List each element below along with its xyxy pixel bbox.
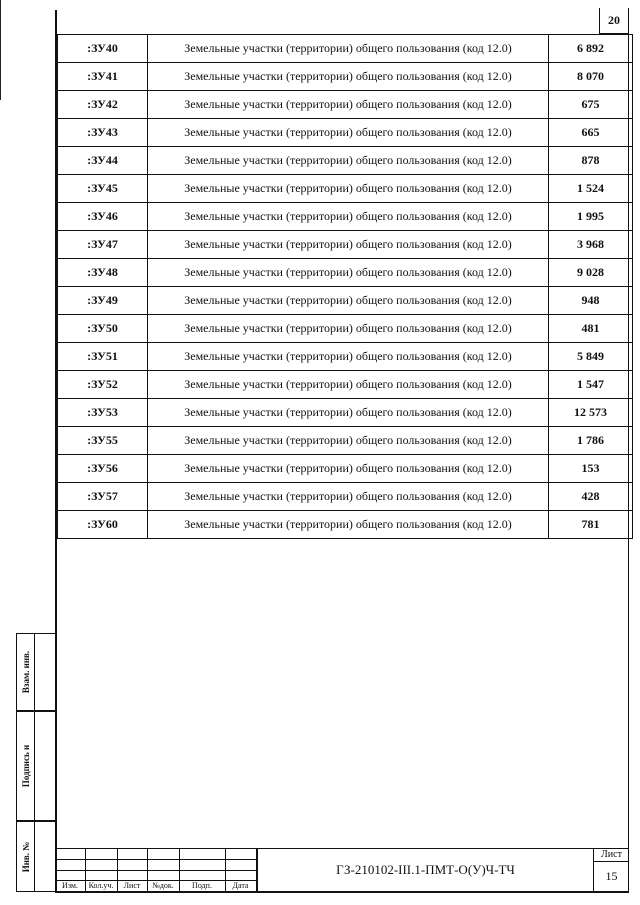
scan-edge-line	[0, 0, 1, 100]
side-stamp-podpis	[16, 711, 55, 821]
table-row	[58, 259, 633, 287]
plot-code: :ЗУ45	[58, 175, 148, 203]
plot-code: :ЗУ49	[58, 287, 148, 315]
label-kol-uch: Кол.уч.	[88, 881, 114, 890]
plot-area: 3 968	[549, 231, 633, 259]
table-row	[58, 511, 633, 539]
label-izm: Изм.	[62, 881, 78, 890]
table-row	[58, 455, 633, 483]
plot-description: Земельные участки (территории) общего пользования (код 12.0)	[148, 231, 549, 259]
label-ndok: №док.	[152, 881, 174, 890]
plot-description: Земельные участки (территории) общего пользования (код 12.0)	[148, 35, 549, 63]
plot-description: Земельные участки (территории) общего пользования (код 12.0)	[148, 455, 549, 483]
plot-code: :ЗУ47	[58, 231, 148, 259]
plot-description: Земельные участки (территории) общего пользования (код 12.0)	[148, 63, 549, 91]
table-row	[58, 203, 633, 231]
table-row	[58, 63, 633, 91]
plot-area: 5 849	[549, 343, 633, 371]
side-stamp-vzam	[16, 633, 55, 711]
table-row	[58, 175, 633, 203]
plot-code: :ЗУ52	[58, 371, 148, 399]
plot-area: 12 573	[549, 399, 633, 427]
plot-area: 153	[549, 455, 633, 483]
plot-code: :ЗУ48	[58, 259, 148, 287]
table-row	[58, 147, 633, 175]
table-body	[58, 35, 633, 539]
plot-description: Земельные участки (территории) общего пользования (код 12.0)	[148, 175, 549, 203]
land-plots-table	[57, 34, 633, 539]
plot-area: 8 070	[549, 63, 633, 91]
table-row	[58, 427, 633, 455]
plot-description: Земельные участки (территории) общего пользования (код 12.0)	[148, 371, 549, 399]
plot-description: Земельные участки (территории) общего пользования (код 12.0)	[148, 147, 549, 175]
plot-code: :ЗУ57	[58, 483, 148, 511]
plot-description: Земельные участки (территории) общего пользования (код 12.0)	[148, 427, 549, 455]
plot-description: Земельные участки (территории) общего пользования (код 12.0)	[148, 315, 549, 343]
label-data: Дата	[232, 881, 249, 890]
plot-area: 665	[549, 119, 633, 147]
side-label-inv: Инв. №	[20, 841, 31, 872]
table-row	[58, 35, 633, 63]
table-row	[58, 315, 633, 343]
plot-area: 675	[549, 91, 633, 119]
plot-code: :ЗУ60	[58, 511, 148, 539]
table-row	[58, 483, 633, 511]
plot-description: Земельные участки (территории) общего пользования (код 12.0)	[148, 511, 549, 539]
side-label-vzam: Взам. инв.	[20, 650, 31, 694]
plot-code: :ЗУ40	[58, 35, 148, 63]
plot-description: Земельные участки (территории) общего пользования (код 12.0)	[148, 343, 549, 371]
plot-area: 6 892	[549, 35, 633, 63]
table-row	[58, 343, 633, 371]
plot-code: :ЗУ55	[58, 427, 148, 455]
plot-area: 9 028	[549, 259, 633, 287]
plot-code: :ЗУ42	[58, 91, 148, 119]
plot-description: Земельные участки (территории) общего пользования (код 12.0)	[148, 483, 549, 511]
side-stamp-inv	[16, 821, 55, 892]
plot-code: :ЗУ50	[58, 315, 148, 343]
plot-description: Земельные участки (территории) общего пользования (код 12.0)	[148, 203, 549, 231]
plot-description: Земельные участки (территории) общего пользования (код 12.0)	[148, 399, 549, 427]
plot-area: 481	[549, 315, 633, 343]
plot-area: 1 786	[549, 427, 633, 455]
plot-code: :ЗУ41	[58, 63, 148, 91]
plot-area: 1 995	[549, 203, 633, 231]
plot-code: :ЗУ53	[58, 399, 148, 427]
table-row	[58, 91, 633, 119]
title-block-grid	[55, 848, 256, 892]
sheet-number: 15	[605, 869, 618, 883]
page-number: 20	[599, 8, 628, 34]
side-label-podpis: Подпись и	[20, 744, 31, 788]
title-block	[55, 848, 629, 892]
table-row	[58, 371, 633, 399]
plot-description: Земельные участки (территории) общего пользования (код 12.0)	[148, 119, 549, 147]
plot-area: 1 524	[549, 175, 633, 203]
table-row	[58, 231, 633, 259]
plot-code: :ЗУ44	[58, 147, 148, 175]
plot-description: Земельные участки (территории) общего пользования (код 12.0)	[148, 287, 549, 315]
plot-code: :ЗУ51	[58, 343, 148, 371]
table-row	[58, 399, 633, 427]
table-row	[58, 119, 633, 147]
table-row	[58, 287, 633, 315]
plot-area: 878	[549, 147, 633, 175]
plot-area: 1 547	[549, 371, 633, 399]
plot-description: Земельные участки (территории) общего пользования (код 12.0)	[148, 259, 549, 287]
sheet-cell	[593, 848, 629, 892]
sheet-label: Лист	[594, 848, 629, 862]
plot-area: 781	[549, 511, 633, 539]
plot-code: :ЗУ56	[58, 455, 148, 483]
plot-area: 948	[549, 287, 633, 315]
label-podp: Подп.	[192, 881, 212, 890]
label-list: Лист	[123, 881, 141, 890]
plot-code: :ЗУ43	[58, 119, 148, 147]
plot-description: Земельные участки (территории) общего пользования (код 12.0)	[148, 91, 549, 119]
plot-code: :ЗУ46	[58, 203, 148, 231]
plot-area: 428	[549, 483, 633, 511]
document-code: ГЗ-210102-III.1-ПМТ-О(У)Ч-ТЧ	[256, 848, 593, 892]
